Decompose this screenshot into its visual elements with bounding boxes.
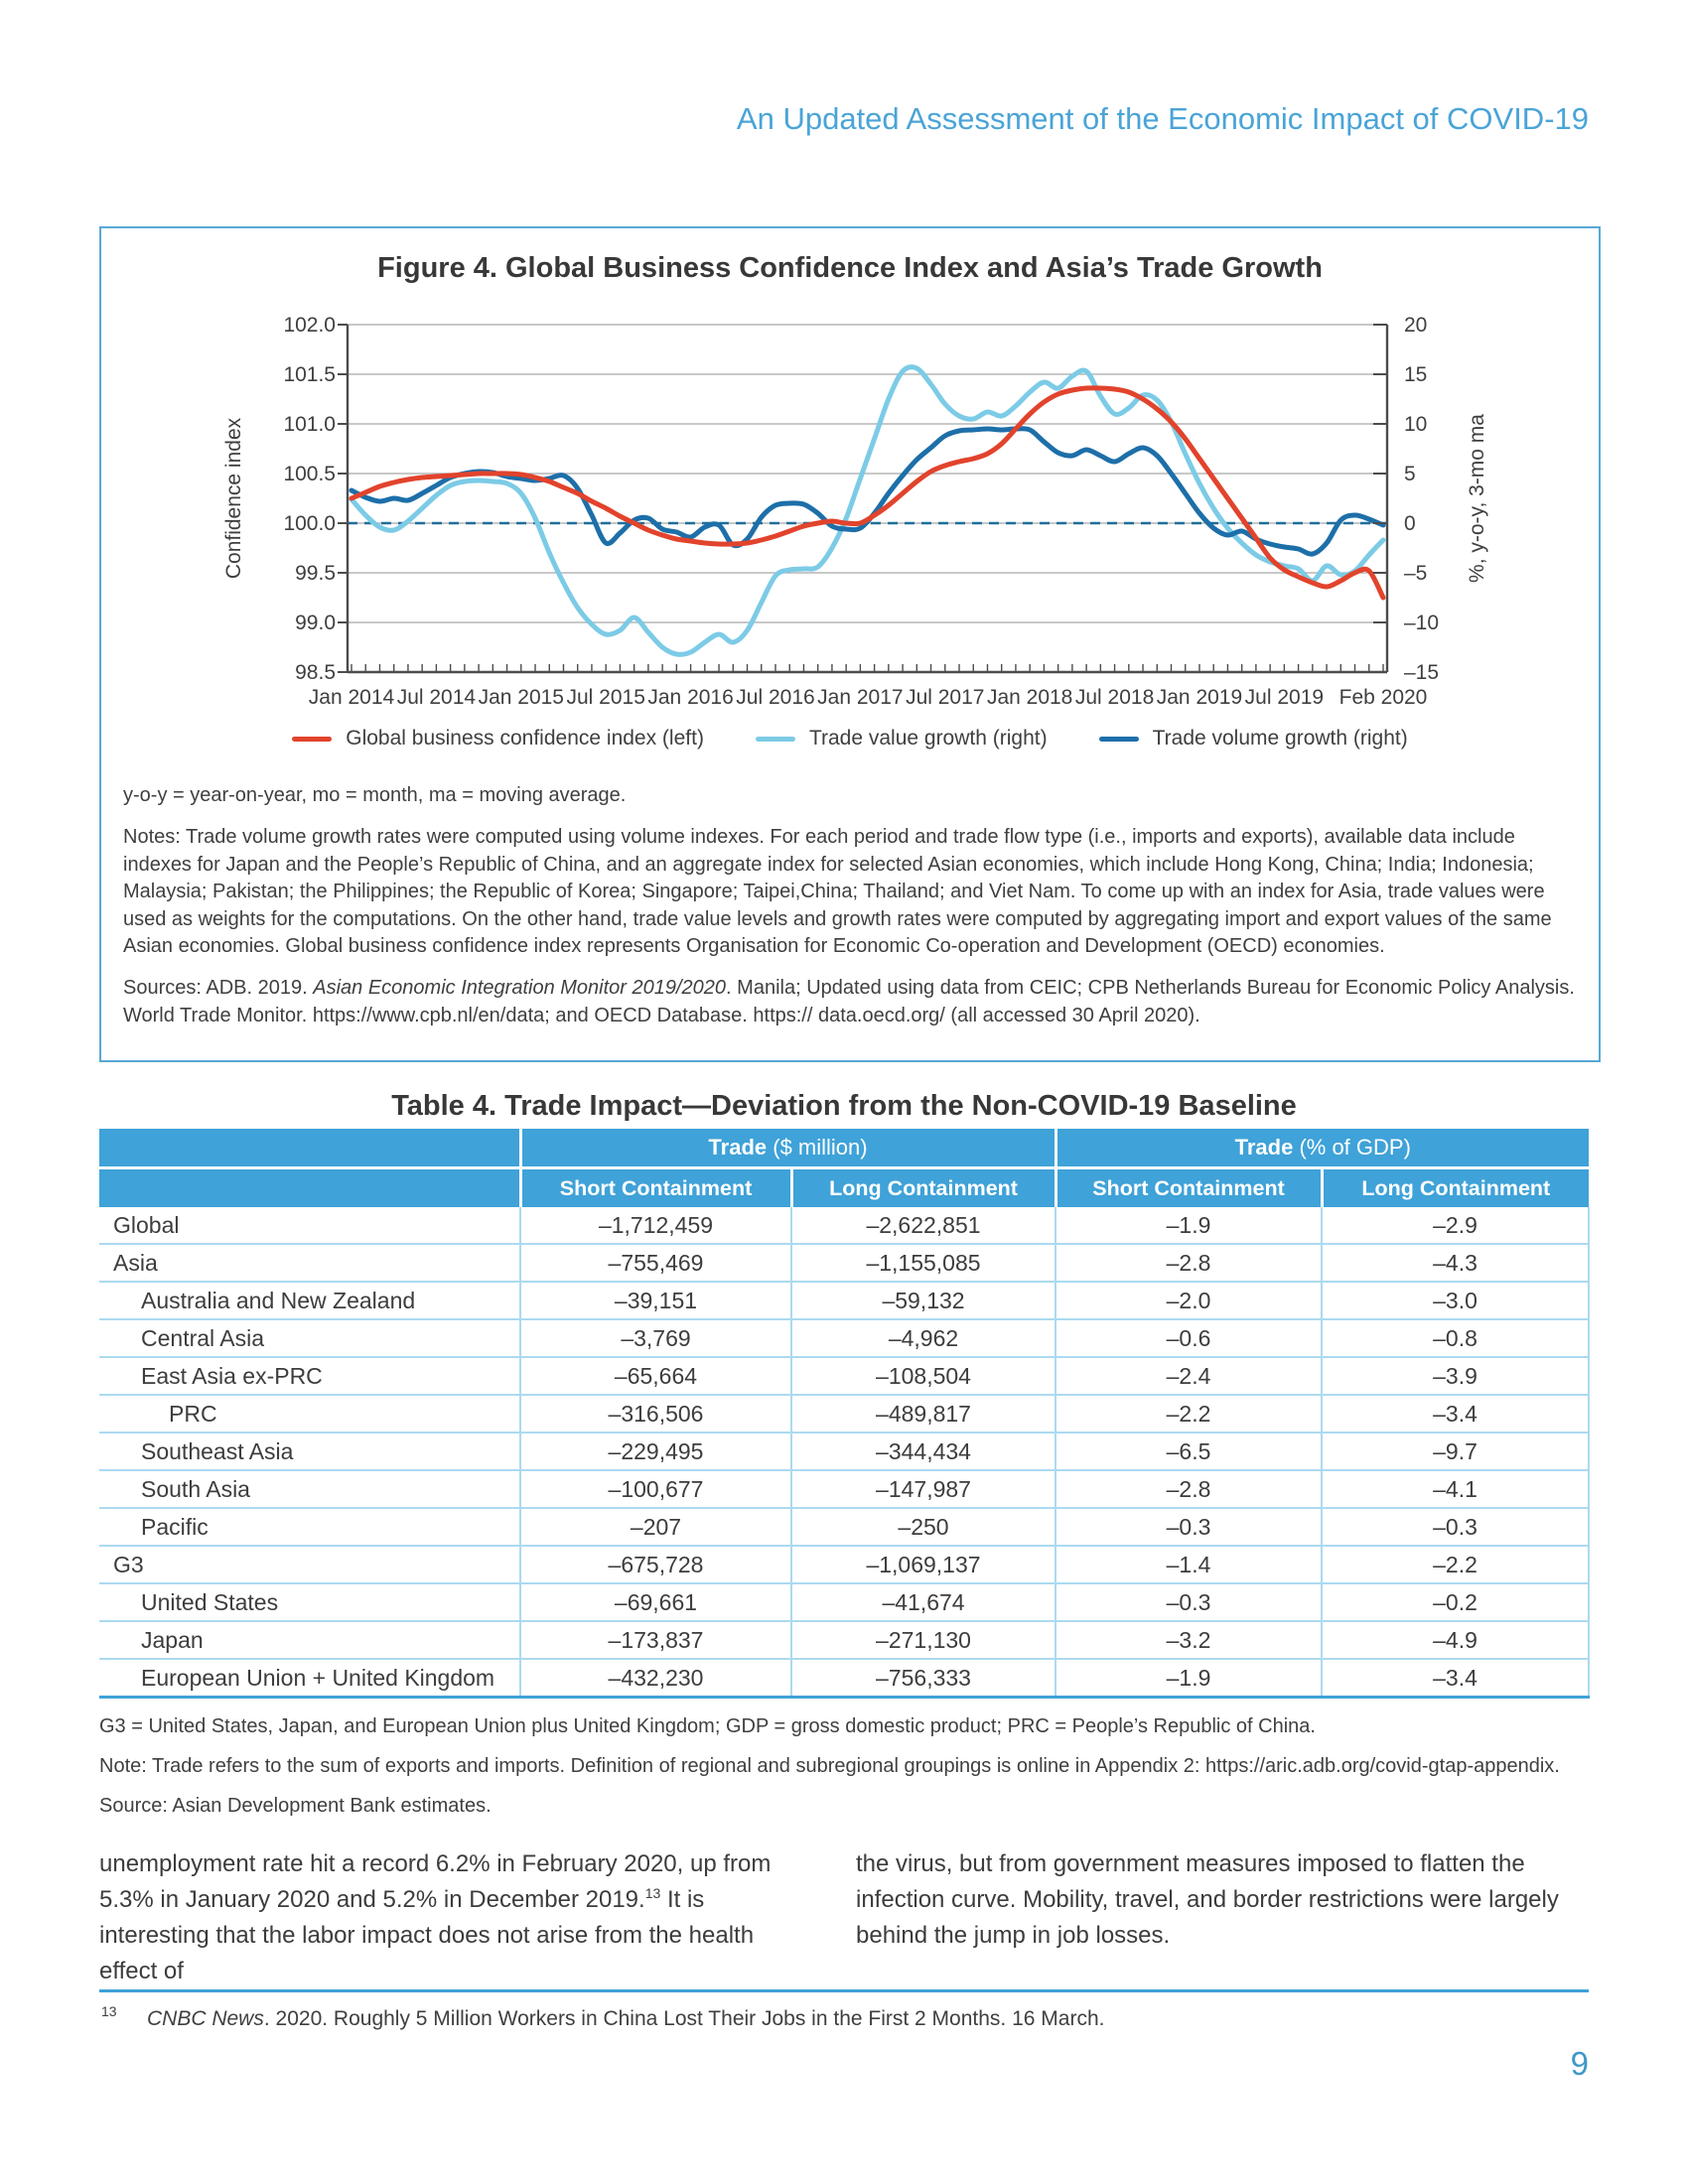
legend-swatch bbox=[292, 737, 332, 742]
body-text-left-column bbox=[99, 1846, 812, 1989]
sources-text-rest: . Manila; Updated using data from CEIC; CPB Netherlands Bureau for Economic Policy Analysis. World Trade Monitor. https://www.cpb.nl/en/data; and OECD Database. https:// data.oecd.org/ (all accessed 30 April 2020). bbox=[123, 977, 1575, 1026]
svg-text:Jan 2018: Jan 2018 bbox=[986, 686, 1073, 709]
svg-text:Confidence index: Confidence index bbox=[222, 417, 245, 580]
row-value: –207 bbox=[520, 1508, 791, 1546]
svg-text:5: 5 bbox=[1404, 463, 1416, 485]
footnote-divider bbox=[99, 1989, 1589, 1992]
blank-header-cell bbox=[99, 1168, 520, 1208]
sources-publication-title: Asian Economic Integration Monitor 2019/2020 bbox=[313, 977, 727, 999]
row-label: Central Asia bbox=[99, 1319, 520, 1357]
row-value: –173,837 bbox=[520, 1621, 791, 1659]
table-title: Table 4. Trade Impact—Deviation from the Non-COVID-19 Baseline bbox=[391, 1090, 1297, 1122]
row-value: –2.2 bbox=[1055, 1395, 1322, 1433]
row-value: –3.0 bbox=[1322, 1282, 1589, 1319]
svg-text:–5: –5 bbox=[1404, 562, 1428, 585]
svg-text:Jan 2017: Jan 2017 bbox=[817, 686, 904, 709]
footnote-source-name: CNBC News bbox=[147, 2007, 264, 2030]
body-text: It is interesting that the labor impact does not arise from the health effect of bbox=[99, 1886, 755, 1984]
sources-text: Sources: ADB. 2019. bbox=[123, 977, 314, 999]
table-footnote-note: Note: Trade refers to the sum of exports and imports. Definition of regional and subregional groupings is online in Appendix 2: https://aric.adb.org/covid-gtap-appendix. bbox=[99, 1755, 1560, 1777]
row-value: –2.8 bbox=[1055, 1470, 1322, 1508]
row-value: –69,661 bbox=[520, 1583, 791, 1621]
svg-text:98.5: 98.5 bbox=[295, 661, 336, 684]
row-value: –2.8 bbox=[1055, 1244, 1322, 1282]
footnote-marker: 13 bbox=[101, 2003, 117, 2019]
legend-label: Trade value growth (right) bbox=[808, 727, 1048, 750]
body-text: unemployment rate hit a record 6.2% in February 2020, up from 5.3% in January 2020 and 5.2% in December 2019. bbox=[99, 1850, 772, 1913]
row-value: –0.2 bbox=[1322, 1583, 1589, 1621]
svg-text:0: 0 bbox=[1404, 512, 1416, 535]
table-row bbox=[99, 1319, 1589, 1357]
group-header-bold: Trade bbox=[708, 1135, 768, 1160]
svg-text:20: 20 bbox=[1404, 314, 1428, 337]
svg-text:10: 10 bbox=[1404, 413, 1428, 436]
row-label: PRC bbox=[99, 1395, 520, 1433]
chart-series-line bbox=[352, 388, 1383, 598]
legend-label: Global business confidence index (left) bbox=[346, 727, 704, 750]
table-row bbox=[99, 1207, 1589, 1244]
row-value: –0.3 bbox=[1055, 1583, 1322, 1621]
legend-swatch bbox=[756, 737, 795, 742]
col-header-short-containment-gdp: Short Containment bbox=[1055, 1168, 1322, 1208]
table-row bbox=[99, 1621, 1589, 1659]
row-value: –3.4 bbox=[1322, 1395, 1589, 1433]
table-row bbox=[99, 1433, 1589, 1470]
figure-abbreviations: y-o-y = year-on-year, mo = month, ma = moving average. bbox=[123, 784, 627, 806]
row-value: –0.8 bbox=[1322, 1319, 1589, 1357]
row-label: Southeast Asia bbox=[99, 1433, 520, 1470]
table-row bbox=[99, 1357, 1589, 1395]
row-value: –65,664 bbox=[520, 1357, 791, 1395]
row-value: –39,151 bbox=[520, 1282, 791, 1319]
row-value: –229,495 bbox=[520, 1433, 791, 1470]
col-header-short-containment-dollar: Short Containment bbox=[520, 1168, 791, 1208]
svg-text:Jul 2016: Jul 2016 bbox=[736, 686, 815, 709]
body-text-right-column: the virus, but from government measures imposed to flatten the infection curve. Mobility, travel, and border restrictions were largely behind the jump in job losses. bbox=[856, 1850, 1559, 1949]
svg-text:Jul 2015: Jul 2015 bbox=[566, 686, 645, 709]
row-value: –756,333 bbox=[791, 1659, 1055, 1698]
table-footnote-source: Source: Asian Development Bank estimates. bbox=[99, 1795, 492, 1817]
page-header-title: An Updated Assessment of the Economic Impact of COVID-19 bbox=[736, 101, 1589, 136]
line-chart bbox=[101, 292, 1599, 723]
row-value: –0.6 bbox=[1055, 1319, 1322, 1357]
svg-text:–10: –10 bbox=[1404, 612, 1440, 634]
chart-series-line bbox=[352, 367, 1383, 655]
legend-label: Trade volume growth (right) bbox=[1152, 727, 1408, 750]
svg-text:Jul 2017: Jul 2017 bbox=[906, 686, 985, 709]
row-label: G3 bbox=[99, 1546, 520, 1583]
table-row bbox=[99, 1508, 1589, 1546]
row-value: –344,434 bbox=[791, 1433, 1055, 1470]
group-header-trade-dollar bbox=[520, 1129, 1055, 1168]
row-value: –675,728 bbox=[520, 1546, 791, 1583]
row-value: –2.0 bbox=[1055, 1282, 1322, 1319]
row-value: –3.2 bbox=[1055, 1621, 1322, 1659]
table-row bbox=[99, 1470, 1589, 1508]
row-value: –4,962 bbox=[791, 1319, 1055, 1357]
svg-text:Jan 2019: Jan 2019 bbox=[1156, 686, 1243, 709]
row-value: –3,769 bbox=[520, 1319, 791, 1357]
row-value: –2.9 bbox=[1322, 1207, 1589, 1244]
table-row bbox=[99, 1659, 1589, 1698]
row-value: –6.5 bbox=[1055, 1433, 1322, 1470]
row-label: Asia bbox=[99, 1244, 520, 1282]
svg-text:–15: –15 bbox=[1404, 661, 1440, 684]
row-label: European Union + United Kingdom bbox=[99, 1659, 520, 1698]
row-value: –271,130 bbox=[791, 1621, 1055, 1659]
table-row bbox=[99, 1546, 1589, 1583]
row-value: –2,622,851 bbox=[791, 1207, 1055, 1244]
svg-text:Jan 2014: Jan 2014 bbox=[308, 686, 395, 709]
svg-text:101.0: 101.0 bbox=[283, 413, 336, 436]
legend-swatch bbox=[1099, 737, 1139, 742]
col-header-long-containment-dollar: Long Containment bbox=[791, 1168, 1055, 1208]
group-header-rest: (% of GDP) bbox=[1293, 1135, 1411, 1160]
row-value: –41,674 bbox=[791, 1583, 1055, 1621]
svg-text:99.5: 99.5 bbox=[295, 562, 336, 585]
table-row bbox=[99, 1395, 1589, 1433]
svg-text:Jul 2014: Jul 2014 bbox=[396, 686, 477, 709]
row-value: –316,506 bbox=[520, 1395, 791, 1433]
footnote-text: . 2020. Roughly 5 Million Workers in China Lost Their Jobs in the First 2 Months. 16 March. bbox=[263, 2007, 1105, 2030]
row-label: Pacific bbox=[99, 1508, 520, 1546]
row-value: –9.7 bbox=[1322, 1433, 1589, 1470]
row-value: –108,504 bbox=[791, 1357, 1055, 1395]
row-value: –1,155,085 bbox=[791, 1244, 1055, 1282]
row-value: –100,677 bbox=[520, 1470, 791, 1508]
row-value: –489,817 bbox=[791, 1395, 1055, 1433]
svg-text:15: 15 bbox=[1404, 363, 1428, 386]
group-header-bold: Trade bbox=[1234, 1135, 1294, 1160]
footnote-reference: 13 bbox=[644, 1885, 661, 1901]
row-label: East Asia ex-PRC bbox=[99, 1357, 520, 1395]
svg-text:100.0: 100.0 bbox=[283, 512, 336, 535]
figure-notes: Notes: Trade volume growth rates were computed using volume indexes. For each period and trade flow type (i.e., imports and exports), available data include indexes for Japan and the People’s Republic of China, and an aggregate index for selected Asian economies, which include Hong Kong, China; India; Indonesia; Malaysia; Pakistan; the Philippines; the Republic of Korea; Singapore; Taipei,China; Thailand; and Viet Nam. To come up with an index for Asia, trade values were used as weights for the computations. On the other hand, trade value levels and growth rates were computed by aggregating import and export values of the same Asian economies. Global business confidence index represents Organisation for Economic Co-operation and Development (OECD) economies. bbox=[123, 826, 1552, 957]
row-value: –1.4 bbox=[1055, 1546, 1322, 1583]
legend-item bbox=[756, 727, 1048, 751]
chart-legend bbox=[101, 727, 1599, 751]
col-header-long-containment-gdp: Long Containment bbox=[1322, 1168, 1589, 1208]
row-value: –0.3 bbox=[1322, 1508, 1589, 1546]
row-value: –432,230 bbox=[520, 1659, 791, 1698]
table-footnote-abbreviations: G3 = United States, Japan, and European Union plus United Kingdom; GDP = gross domestic product; PRC = People’s Republic of China. bbox=[99, 1715, 1316, 1737]
svg-text:Jan 2015: Jan 2015 bbox=[478, 686, 565, 709]
svg-text:102.0: 102.0 bbox=[283, 314, 336, 337]
trade-impact-table bbox=[99, 1129, 1590, 1699]
row-value: –1,712,459 bbox=[520, 1207, 791, 1244]
row-value: –0.3 bbox=[1055, 1508, 1322, 1546]
row-value: –4.9 bbox=[1322, 1621, 1589, 1659]
chart-series-line bbox=[352, 429, 1383, 554]
row-label: United States bbox=[99, 1583, 520, 1621]
svg-text:Jul 2019: Jul 2019 bbox=[1244, 686, 1325, 709]
table-row bbox=[99, 1583, 1589, 1621]
row-value: –3.4 bbox=[1322, 1659, 1589, 1698]
row-value: –755,469 bbox=[520, 1244, 791, 1282]
table-column-header-row bbox=[99, 1168, 1589, 1208]
row-label: Japan bbox=[99, 1621, 520, 1659]
svg-text:101.5: 101.5 bbox=[283, 363, 336, 386]
svg-text:%, y-o-y, 3-mo ma: %, y-o-y, 3-mo ma bbox=[1466, 414, 1488, 583]
svg-text:99.0: 99.0 bbox=[295, 612, 336, 634]
table-body bbox=[99, 1207, 1589, 1698]
svg-text:Jan 2016: Jan 2016 bbox=[647, 686, 734, 709]
figure-sources bbox=[123, 975, 1581, 1029]
table-row bbox=[99, 1282, 1589, 1319]
footnote-13 bbox=[99, 2003, 1509, 2031]
row-value: –250 bbox=[791, 1508, 1055, 1546]
row-value: –1,069,137 bbox=[791, 1546, 1055, 1583]
figure-title: Figure 4. Global Business Confidence Index and Asia’s Trade Growth bbox=[377, 252, 1323, 284]
row-label: South Asia bbox=[99, 1470, 520, 1508]
row-value: –4.1 bbox=[1322, 1470, 1589, 1508]
row-value: –3.9 bbox=[1322, 1357, 1589, 1395]
blank-header-cell bbox=[99, 1129, 520, 1168]
row-label: Global bbox=[99, 1207, 520, 1244]
table-row bbox=[99, 1244, 1589, 1282]
svg-text:Feb 2020: Feb 2020 bbox=[1338, 686, 1428, 709]
group-header-rest: ($ million) bbox=[767, 1135, 868, 1160]
row-value: –2.2 bbox=[1322, 1546, 1589, 1583]
table-group-header-row bbox=[99, 1129, 1589, 1168]
group-header-trade-gdp bbox=[1055, 1129, 1589, 1168]
figure-4-panel bbox=[99, 226, 1601, 1062]
row-value: –59,132 bbox=[791, 1282, 1055, 1319]
row-value: –1.9 bbox=[1055, 1207, 1322, 1244]
svg-text:Jul 2018: Jul 2018 bbox=[1074, 686, 1155, 709]
row-value: –4.3 bbox=[1322, 1244, 1589, 1282]
legend-item bbox=[292, 727, 704, 751]
row-value: –2.4 bbox=[1055, 1357, 1322, 1395]
row-value: –1.9 bbox=[1055, 1659, 1322, 1698]
legend-item bbox=[1099, 727, 1408, 751]
row-label: Australia and New Zealand bbox=[99, 1282, 520, 1319]
svg-text:100.5: 100.5 bbox=[283, 463, 336, 485]
row-value: –147,987 bbox=[791, 1470, 1055, 1508]
page-number: 9 bbox=[1570, 2045, 1589, 2082]
